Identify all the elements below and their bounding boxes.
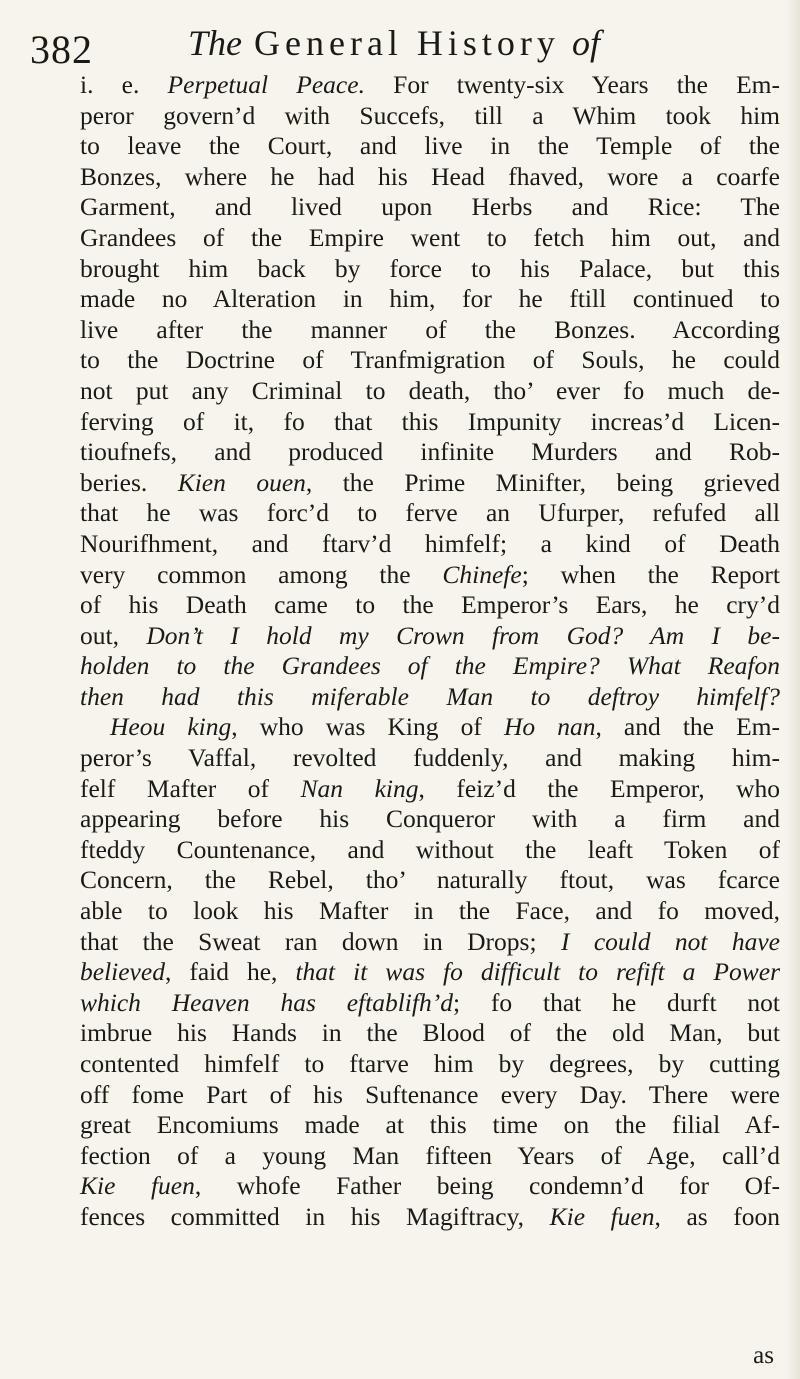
text-line bbox=[80, 345, 780, 376]
text-line bbox=[80, 468, 780, 499]
text-line bbox=[80, 774, 780, 805]
text-line bbox=[80, 284, 780, 315]
text-segment: Garment, and lived upon Herbs and Rice: The bbox=[80, 192, 780, 222]
text-segment: , the Prime Minifter, being grieved bbox=[305, 467, 781, 497]
text-segment: fences committed in his Magiftracy, bbox=[80, 1201, 550, 1231]
text-segment: , feiz’d the Emperor, who bbox=[418, 773, 780, 803]
text-line bbox=[80, 70, 780, 101]
title-the: The bbox=[188, 23, 242, 63]
text-line bbox=[80, 590, 780, 621]
text-line bbox=[80, 498, 780, 529]
text-line bbox=[80, 865, 780, 896]
text-line bbox=[80, 1110, 780, 1141]
text-segment: Bonzes, where he had his Head fhaved, wore a coarfe bbox=[80, 161, 780, 191]
text-line bbox=[80, 131, 780, 162]
text-line bbox=[80, 101, 780, 132]
text-line bbox=[80, 376, 780, 407]
text-line bbox=[80, 1171, 780, 1202]
text-segment: , who was King of bbox=[231, 712, 504, 742]
text-line bbox=[80, 1049, 780, 1080]
text-segment: beries. bbox=[80, 467, 178, 497]
text-line bbox=[80, 162, 780, 193]
text-line bbox=[80, 988, 780, 1019]
text-segment: , whofe Father being condemn’d for Of- bbox=[194, 1171, 780, 1201]
italic-segment: believed bbox=[80, 957, 165, 987]
text-line bbox=[80, 1018, 780, 1049]
text-line bbox=[80, 407, 780, 438]
text-segment: ; fo that he durft not bbox=[452, 987, 780, 1017]
text-segment: , faid he, bbox=[164, 957, 296, 987]
text-segment: able to look his Mafter in the Face, and fo moved, bbox=[80, 896, 780, 926]
text-line bbox=[80, 651, 780, 682]
text-segment: to leave the Court, and live in the Temple of the bbox=[80, 131, 780, 161]
title-words: General History bbox=[254, 23, 560, 63]
italic-segment: that it was fo difficult to refift a Power bbox=[295, 957, 780, 987]
title-of: of bbox=[571, 23, 600, 63]
text-line bbox=[80, 1202, 780, 1233]
text-line bbox=[80, 560, 780, 591]
text-line bbox=[80, 437, 780, 468]
text-line bbox=[80, 835, 780, 866]
text-segment: ferving of it, fo that this Impunity increas’d Licen- bbox=[80, 406, 780, 436]
italic-segment: Kie fuen bbox=[549, 1201, 655, 1231]
text-line bbox=[80, 682, 780, 713]
text-segment: fection of a young Man fifteen Years of Age, call’d bbox=[80, 1140, 780, 1170]
italic-segment: Don’t I hold my Crown from God? Am I be- bbox=[146, 620, 780, 650]
italic-segment: then had this miferable Man to deftroy himfelf? bbox=[80, 681, 780, 711]
italic-segment: which Heaven has eftablifh’d bbox=[80, 987, 453, 1017]
text-line bbox=[80, 192, 780, 223]
text-segment: that he was forc’d to ferve an Ufurper, refufed all bbox=[80, 498, 780, 528]
text-line bbox=[80, 804, 780, 835]
text-segment: very common among the bbox=[80, 559, 443, 589]
text-segment: peror’s Vaffal, revolted fuddenly, and making him- bbox=[80, 743, 780, 773]
text-segment: felf Mafter of bbox=[80, 773, 301, 803]
italic-segment: Heou king bbox=[110, 712, 232, 742]
text-segment: tioufnefs, and produced infinite Murders and Rob- bbox=[80, 437, 780, 467]
text-segment: imbrue his Hands in the Blood of the old Man, but bbox=[80, 1018, 780, 1048]
running-title bbox=[188, 22, 600, 64]
text-segment: peror govern’d with Succefs, till a Whim took him bbox=[80, 100, 780, 130]
text-line bbox=[80, 315, 780, 346]
italic-segment: Nan king bbox=[300, 773, 419, 803]
italic-segment: I could not have bbox=[560, 926, 780, 956]
italic-segment: Kie fuen bbox=[80, 1171, 195, 1201]
text-line bbox=[80, 1080, 780, 1111]
italic-segment: holden to the Grandees of the Empire? What Reafon bbox=[80, 651, 780, 681]
text-line bbox=[80, 712, 780, 743]
text-segment: i. e. bbox=[80, 70, 168, 99]
text-segment: off fome Part of his Suftenance every Day. There were bbox=[80, 1079, 780, 1109]
page-edge-shadow bbox=[786, 0, 800, 1379]
italic-segment: Ho nan bbox=[503, 712, 596, 742]
page-number: 382 bbox=[30, 27, 93, 72]
text-line bbox=[80, 223, 780, 254]
italic-segment: Chinefe bbox=[442, 559, 522, 589]
text-segment: Nourifhment, and ftarv’d himfelf; a kind of Death bbox=[80, 528, 780, 558]
text-segment: appearing before his Conqueror with a firm and bbox=[80, 804, 780, 834]
text-line bbox=[80, 957, 780, 988]
text-segment: , as foon bbox=[654, 1201, 780, 1231]
catchword: as bbox=[753, 1342, 774, 1369]
text-segment: of his Death came to the Emperor’s Ears, he cry’d bbox=[80, 590, 780, 620]
text-segment: Concern, the Rebel, tho’ naturally ftout, was fcarce bbox=[80, 865, 780, 895]
text-segment: that the Sweat ran down in Drops; bbox=[80, 926, 561, 956]
text-segment: , and the Em- bbox=[595, 712, 780, 742]
text-line bbox=[80, 621, 780, 652]
text-segment: made no Alteration in him, for he ftill continued to bbox=[80, 284, 780, 314]
text-line bbox=[80, 896, 780, 927]
text-line bbox=[80, 254, 780, 285]
text-line bbox=[80, 529, 780, 560]
text-segment: Grandees of the Empire went to fetch him out, and bbox=[80, 222, 780, 252]
text-line bbox=[80, 1141, 780, 1172]
body-text bbox=[80, 70, 780, 1233]
text-segment: brought him back by force to his Palace, but this bbox=[80, 253, 780, 283]
text-segment: contented himfelf to ftarve him by degrees, by cutting bbox=[80, 1049, 780, 1078]
text-segment: For twenty-six Years the Em- bbox=[364, 70, 781, 99]
text-segment: great Encomiums made at this time on the filial Af- bbox=[80, 1110, 780, 1140]
text-segment: fteddy Countenance, and without the leaft Token of bbox=[80, 834, 780, 864]
text-segment: ; when the Report bbox=[521, 559, 780, 589]
text-segment: out, bbox=[80, 620, 147, 650]
text-segment: not put any Criminal to death, tho’ ever fo much de- bbox=[80, 375, 780, 405]
text-line bbox=[80, 743, 780, 774]
text-line bbox=[80, 927, 780, 958]
text-segment: live after the manner of the Bonzes. According bbox=[80, 314, 780, 344]
italic-segment: Perpetual Peace. bbox=[167, 70, 365, 99]
italic-segment: Kien ouen bbox=[177, 467, 306, 497]
text-segment: to the Doctrine of Tranfmigration of Souls, he could bbox=[80, 345, 780, 375]
